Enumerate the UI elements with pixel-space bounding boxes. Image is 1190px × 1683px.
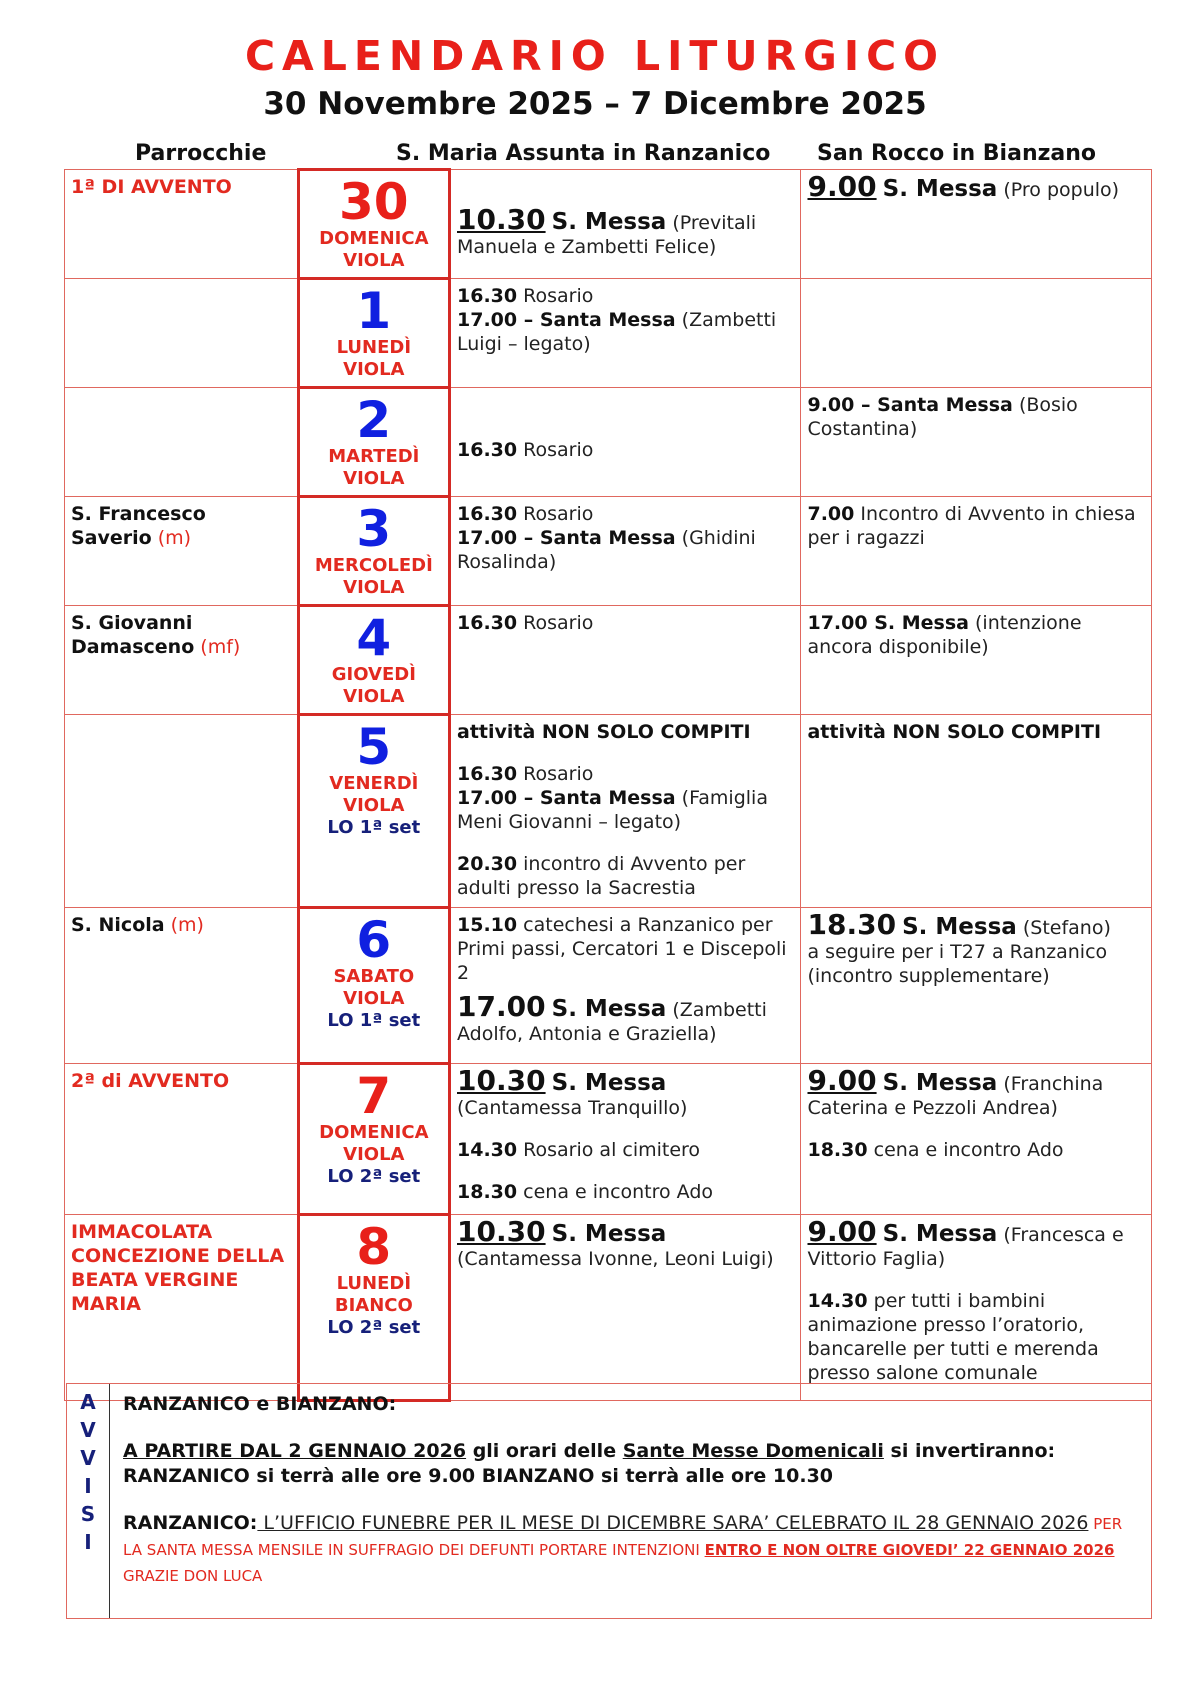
day-cell: 3 MERCOLEDÌ VIOLA — [298, 497, 449, 606]
ranzanico-cell: 16.30 Rosario — [450, 388, 801, 497]
feast-cell: S. Francesco Saverio (m) — [65, 497, 299, 606]
notices-box — [66, 1383, 1152, 1619]
bianzano-cell: 18.30 S. Messa (Stefano) a seguire per i T27 a Ranzanico (incontro supplementare) — [801, 908, 1152, 1064]
ranzanico-cell: 15.10 catechesi a Ranzanico per Primi passi, Cercatori 1 e Discepoli 2 17.00 S. Messa (Zambetti Adolfo, Antonia e Graziella) — [450, 908, 801, 1064]
table-row — [65, 1215, 1152, 1401]
header-parrocchie: Parrocchie — [135, 141, 267, 166]
ranzanico-cell: 16.30 Rosario — [450, 606, 801, 715]
table-row — [65, 279, 1152, 388]
bianzano-cell: 9.00 S. Messa (Pro populo) — [801, 170, 1152, 279]
bianzano-cell: 17.00 S. Messa (intenzione ancora disponibile) — [801, 606, 1152, 715]
day-cell: 30 DOMENICA VIOLA — [298, 170, 449, 279]
bianzano-cell: 9.00 S. Messa (Franchina Caterina e Pezzoli Andrea) 18.30 cena e incontro Ado — [801, 1064, 1152, 1215]
notices-text — [123, 1392, 1143, 1589]
feast-cell: S. Giovanni Damasceno (mf) — [65, 606, 299, 715]
feast-cell: S. Nicola (m) — [65, 908, 299, 1064]
feast-cell: 1ª DI AVVENTO — [65, 170, 299, 279]
ranzanico-cell: 10.30 S. Messa (Previtali Manuela e Zambetti Felice) — [450, 170, 801, 279]
bianzano-cell: 7.00 Incontro di Avvento in chiesa per i ragazzi — [801, 497, 1152, 606]
avvisi-letter: V — [80, 1418, 96, 1442]
ranzanico-cell: 16.30 Rosario 17.00 – Santa Messa (Ghidini Rosalinda) — [450, 497, 801, 606]
day-cell: 2 MARTEDÌ VIOLA — [298, 388, 449, 497]
day-cell: 1 LUNEDÌ VIOLA — [298, 279, 449, 388]
day-cell: 5 VENERDÌ VIOLA LO 1ª set — [298, 715, 449, 908]
bianzano-cell: 9.00 S. Messa (Francesca e Vittorio Faglia) 14.30 per tutti i bambini animazione presso l’oratorio, bancarelle per tutti e merenda presso salone comunale — [801, 1215, 1152, 1401]
ranzanico-cell: 16.30 Rosario 17.00 – Santa Messa (Zambetti Luigi – legato) — [450, 279, 801, 388]
table-row — [65, 388, 1152, 497]
header-ranzanico: S. Maria Assunta in Ranzanico — [396, 141, 771, 166]
ranzanico-cell: 10.30 S. Messa (Cantamessa Ivonne, Leoni Luigi) — [450, 1215, 801, 1401]
table-row — [65, 1064, 1152, 1215]
table-row — [65, 170, 1152, 279]
table-row — [65, 908, 1152, 1064]
page-title: CALENDARIO LITURGICO — [244, 32, 946, 80]
header-bianzano: San Rocco in Bianzano — [817, 141, 1097, 166]
feast-cell: 2ª di AVVENTO — [65, 1064, 299, 1215]
bianzano-cell: 9.00 – Santa Messa (Bosio Costantina) — [801, 388, 1152, 497]
bianzano-cell — [801, 279, 1152, 388]
table-row — [65, 606, 1152, 715]
feast-cell — [65, 715, 299, 908]
avvisi-label — [67, 1384, 110, 1618]
day-cell: 4 GIOVEDÌ VIOLA — [298, 606, 449, 715]
feast-cell — [65, 388, 299, 497]
day-cell: 8 LUNEDÌ BIANCO LO 2ª set — [298, 1215, 449, 1401]
ranzanico-cell: attività NON SOLO COMPITI 16.30 Rosario 17.00 – Santa Messa (Famiglia Meni Giovanni – legato) 20.30 incontro di Avvento per adulti presso la Sacrestia — [450, 715, 801, 908]
notice-2: RANZANICO: L’UFFICIO FUNEBRE PER IL MESE DI DICEMBRE SARA’ CELEBRATO IL 28 GENNAIO 2026 PER LA SANTA MESSA MENSILE IN SUFFRAGIO DEI DEFUNTI PORTARE INTENZIONI ENTRO E NON OLTRE GIOVEDI’ 22 GENNAIO 2026 GRAZIE DON LUCA — [123, 1512, 1123, 1585]
day-cell: 6 SABATO VIOLA LO 1ª set — [298, 908, 449, 1064]
avvisi-letter: A — [80, 1390, 96, 1414]
feast-cell — [65, 279, 299, 388]
avvisi-letter: V — [80, 1446, 96, 1470]
table-row — [65, 497, 1152, 606]
day-cell: 7 DOMENICA VIOLA LO 2ª set — [298, 1064, 449, 1215]
calendar-table — [64, 168, 1152, 1402]
page-subtitle: 30 Novembre 2025 – 7 Dicembre 2025 — [263, 86, 927, 122]
notice-1: A PARTIRE DAL 2 GENNAIO 2026 gli orari delle Sante Messe Domenicali si invertiranno: RANZANICO si terrà alle ore 9.00 BIANZANO si terrà alle ore 10.30 — [123, 1440, 1056, 1487]
notice-heading: RANZANICO e BIANZANO: — [123, 1393, 397, 1415]
avvisi-letter: S — [80, 1502, 96, 1526]
avvisi-letter: I — [84, 1474, 92, 1498]
table-row — [65, 715, 1152, 908]
bianzano-cell: attività NON SOLO COMPITI — [801, 715, 1152, 908]
ranzanico-cell: 10.30 S. Messa (Cantamessa Tranquillo) 14.30 Rosario al cimitero 18.30 cena e incontro Ado — [450, 1064, 801, 1215]
avvisi-letter: I — [84, 1530, 92, 1554]
feast-cell: IMMACOLATA CONCEZIONE DELLA BEATA VERGINE MARIA — [65, 1215, 299, 1401]
